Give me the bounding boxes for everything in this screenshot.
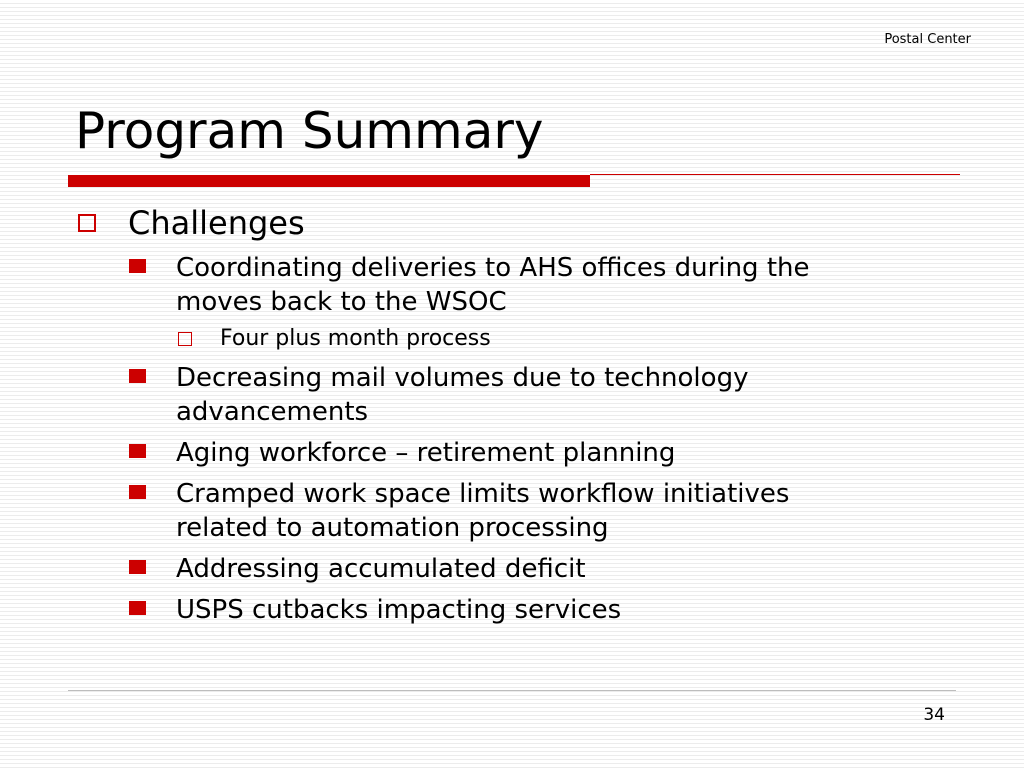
solid-square-bullet-icon [129,444,146,458]
slide-title: Program Summary [75,102,544,160]
bullet-text: Aging workforce – retirement planning [176,438,676,468]
section-heading-text: Challenges [128,204,305,242]
solid-square-bullet-icon [129,259,146,273]
sub-bullet-text: Four plus month process [220,326,491,351]
solid-square-bullet-icon [129,601,146,615]
solid-square-bullet-icon [129,369,146,383]
bullet-text: Coordinating deliveries to AHS offices during the moves back to the WSOC [176,253,810,317]
hollow-square-bullet-icon [78,214,96,232]
header-label: Postal Center [884,32,971,47]
title-underline-thin [590,174,960,175]
bullet-text: Decreasing mail volumes due to technology advancements [176,363,749,427]
solid-square-bullet-icon [129,485,146,499]
footer-divider [68,690,956,691]
title-underline-thick [68,175,590,187]
bullet-text: USPS cutbacks impacting services [176,595,622,625]
bullet-text: Addressing accumulated deficit [176,554,586,584]
solid-square-bullet-icon [129,560,146,574]
bullet-text: Cramped work space limits workflow initiatives related to automation processing [176,479,790,543]
page-number: 34 [923,705,945,725]
hollow-square-bullet-icon [178,332,192,346]
